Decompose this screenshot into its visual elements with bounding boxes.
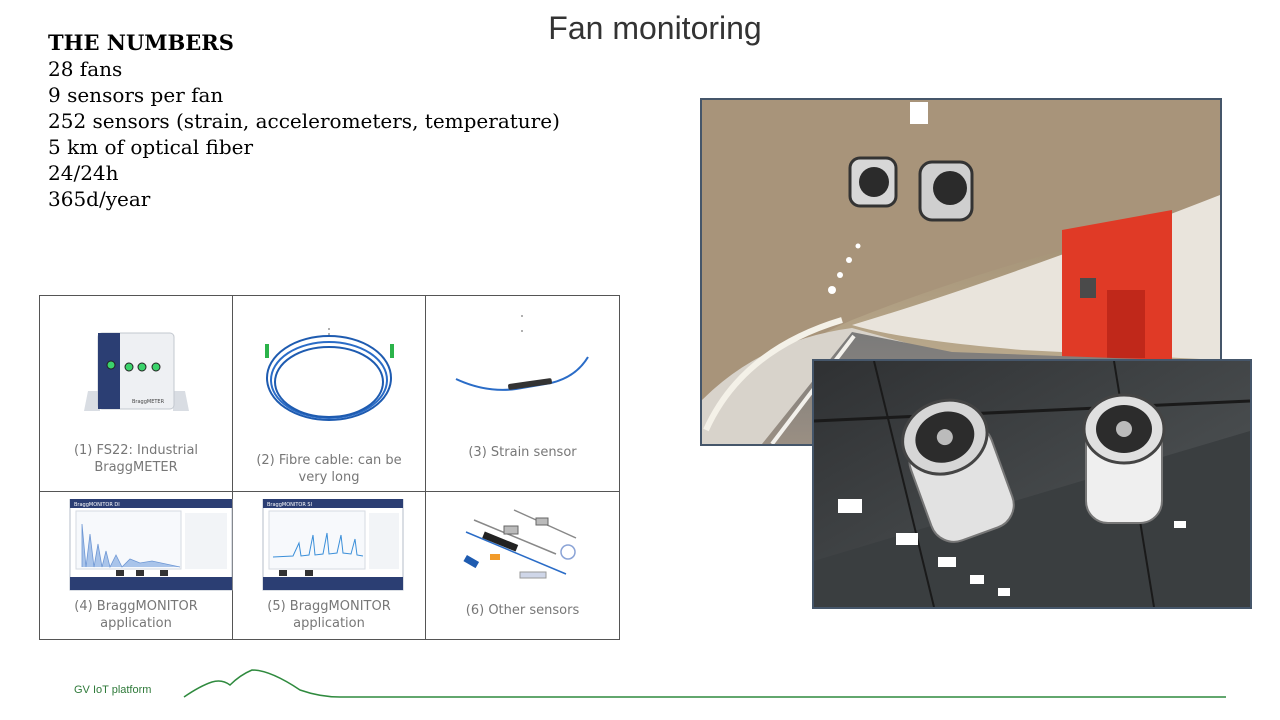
product-caption: (2) Fibre cable: can be very long (256, 453, 402, 485)
numbers-line: 252 sensors (strain, accelerometers, temperature) (48, 109, 560, 133)
product-caption: (1) FS22: Industrial BraggMETER (73, 443, 199, 475)
product-cell-braggmonitor-di (40, 492, 233, 639)
fibre-cable-image (233, 316, 426, 446)
footer-wave-line (0, 660, 1280, 720)
braggmonitor-di-screenshot (40, 499, 233, 599)
device-label: BraggMETER (132, 399, 165, 405)
product-caption: (5) BraggMONITOR application (267, 599, 391, 631)
product-cell-braggmeter (40, 296, 233, 492)
window-title: BraggMONITOR SI (267, 502, 313, 508)
product-cell-braggmonitor-si (233, 492, 426, 639)
product-cell-fibre-cable (233, 296, 426, 492)
numbers-line: 28 fans (48, 57, 123, 81)
numbers-line: 9 sensors per fan (48, 83, 224, 107)
fans-photo-image (814, 361, 1250, 607)
product-cell-strain-sensor (426, 296, 619, 492)
other-sensors-image (426, 502, 619, 602)
slide-title: Fan monitoring (548, 10, 762, 46)
numbers-block (48, 30, 560, 212)
product-grid (39, 295, 620, 640)
product-caption: (4) BraggMONITOR application (74, 599, 198, 631)
product-caption: (3) Strain sensor (468, 445, 577, 460)
fans-photo (812, 359, 1252, 609)
numbers-line: 24/24h (48, 161, 119, 185)
numbers-line: 365d/year (48, 187, 151, 211)
product-cell-other-sensors (426, 492, 619, 639)
strain-sensor-image (426, 311, 619, 421)
footer-label: GV IoT platform (74, 684, 152, 696)
braggmonitor-si-screenshot (233, 499, 426, 599)
window-title: BraggMONITOR DI (74, 502, 120, 508)
braggmeter-device-image (40, 321, 233, 441)
product-caption: (6) Other sensors (465, 603, 580, 618)
numbers-line: 5 km of optical fiber (48, 135, 254, 159)
numbers-heading: THE NUMBERS (48, 30, 234, 55)
